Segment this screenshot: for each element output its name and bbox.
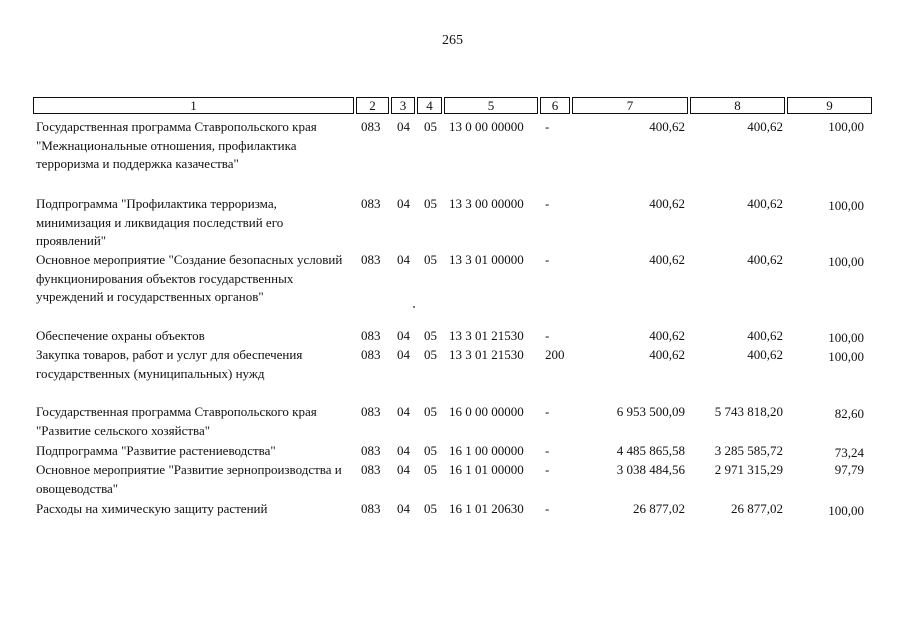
cell-col-9: 82,60 [834, 406, 864, 421]
row-description: Основное мероприятие "Создание безопасных условий функционирования объектов государственных учреждений и государственных органов" [36, 252, 343, 304]
cell-col-4: 05 [424, 404, 437, 419]
cell-col-5: 13 3 01 21530 [449, 347, 524, 362]
cell-col-4: 05 [424, 347, 437, 362]
cell-col-9: 100,00 [828, 254, 864, 269]
cell-col-5: 16 0 00 00000 [449, 404, 524, 419]
cell-col-3: 04 [397, 328, 410, 343]
row-description: Основное мероприятие "Развитие зернопроизводства и овощеводства" [36, 462, 342, 496]
header-col-2: 2 [356, 97, 389, 114]
header-col-5: 5 [444, 97, 538, 114]
cell-col-5: 16 1 01 00000 [449, 462, 524, 477]
cell-col-9: 100,00 [828, 198, 864, 213]
cell-col-7: 3 038 484,56 [616, 462, 685, 477]
cell-col-2: 083 [361, 443, 381, 458]
cell-col-2: 083 [361, 328, 381, 343]
cell-col-2: 083 [361, 462, 381, 477]
cell-col-7: 4 485 865,58 [616, 443, 685, 458]
cell-col-6: - [545, 252, 550, 267]
cell-col-9: 100,00 [828, 330, 864, 345]
header-col-8: 8 [690, 97, 785, 114]
cell-col-6: 200 [545, 347, 565, 362]
cell-col-5: 13 3 00 00000 [449, 196, 524, 211]
cell-col-6: - [545, 462, 550, 477]
header-col-3: 3 [391, 97, 415, 114]
cell-col-6: - [545, 443, 550, 458]
cell-col-9: 100,00 [828, 349, 864, 364]
cell-col-8: 400,62 [747, 347, 783, 362]
cell-col-8: 3 285 585,72 [714, 443, 783, 458]
cell-col-7: 400,62 [649, 252, 685, 267]
cell-col-5: 16 1 00 00000 [449, 443, 524, 458]
header-col-1: 1 [33, 97, 354, 114]
cell-col-3: 04 [397, 443, 410, 458]
cell-col-5: 16 1 01 20630 [449, 501, 524, 516]
header-col-7: 7 [572, 97, 688, 114]
cell-col-9: 73,24 [834, 445, 864, 460]
cell-col-3: 04 [397, 462, 410, 477]
cell-col-3: 04 [397, 501, 410, 516]
cell-col-4: 05 [424, 462, 437, 477]
cell-col-8: 400,62 [747, 196, 783, 211]
cell-col-4: 05 [424, 252, 437, 267]
cell-col-9: 100,00 [828, 119, 864, 134]
row-description: Подпрограмма "Развитие растениеводства" [36, 443, 276, 458]
cell-col-8: 2 971 315,29 [714, 462, 783, 477]
cell-col-8: 400,62 [747, 252, 783, 267]
cell-col-7: 26 877,02 [633, 501, 685, 516]
cell-col-2: 083 [361, 501, 381, 516]
cell-col-3: 04 [397, 404, 410, 419]
cell-col-4: 05 [424, 443, 437, 458]
cell-col-4: 05 [424, 501, 437, 516]
header-col-6: 6 [540, 97, 570, 114]
cell-col-6: - [545, 328, 550, 343]
scan-speck [413, 306, 415, 308]
cell-col-8: 400,62 [747, 119, 783, 134]
page-number: 265 [442, 33, 463, 48]
cell-col-7: 400,62 [649, 196, 685, 211]
cell-col-7: 6 953 500,09 [616, 404, 685, 419]
header-col-4: 4 [417, 97, 442, 114]
header-col-9: 9 [787, 97, 872, 114]
cell-col-5: 13 3 01 21530 [449, 328, 524, 343]
cell-col-2: 083 [361, 347, 381, 362]
cell-col-9: 97,79 [834, 462, 864, 477]
cell-col-4: 05 [424, 119, 437, 134]
row-description: Подпрограмма "Профилактика терроризма, минимизация и ликвидация последствий его проявлений" [36, 196, 284, 248]
row-description: Расходы на химическую защиту растений [36, 501, 268, 516]
cell-col-2: 083 [361, 404, 381, 419]
row-description: Государственная программа Ставропольского края "Развитие сельского хозяйства" [36, 404, 317, 438]
cell-col-8: 400,62 [747, 328, 783, 343]
cell-col-3: 04 [397, 196, 410, 211]
cell-col-2: 083 [361, 196, 381, 211]
cell-col-7: 400,62 [649, 328, 685, 343]
cell-col-8: 5 743 818,20 [714, 404, 783, 419]
cell-col-6: - [545, 196, 550, 211]
cell-col-4: 05 [424, 196, 437, 211]
row-description: Государственная программа Ставропольского края "Межнациональные отношения, профилактика терроризма и поддержка казачества" [36, 119, 317, 171]
cell-col-8: 26 877,02 [731, 501, 783, 516]
cell-col-5: 13 3 01 00000 [449, 252, 524, 267]
cell-col-3: 04 [397, 119, 410, 134]
cell-col-9: 100,00 [828, 503, 864, 518]
row-description: Закупка товаров, работ и услуг для обеспечения государственных (муниципальных) нужд [36, 347, 303, 381]
cell-col-5: 13 0 00 00000 [449, 119, 524, 134]
cell-col-7: 400,62 [649, 347, 685, 362]
cell-col-3: 04 [397, 252, 410, 267]
row-description: Обеспечение охраны объектов [36, 328, 205, 343]
cell-col-3: 04 [397, 347, 410, 362]
cell-col-7: 400,62 [649, 119, 685, 134]
cell-col-6: - [545, 119, 550, 134]
cell-col-4: 05 [424, 328, 437, 343]
cell-col-6: - [545, 501, 550, 516]
cell-col-6: - [545, 404, 550, 419]
cell-col-2: 083 [361, 252, 381, 267]
cell-col-2: 083 [361, 119, 381, 134]
